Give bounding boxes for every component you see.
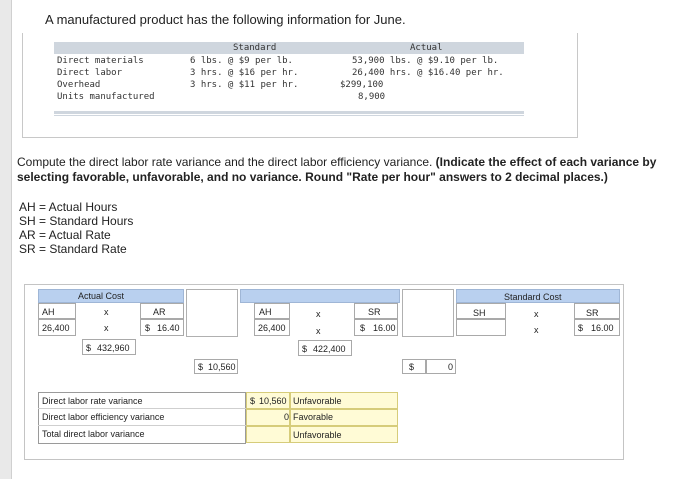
summary-value: 10,560 <box>259 396 287 406</box>
legend-sr: SR = Standard Rate <box>19 242 127 256</box>
middle-header <box>240 289 400 303</box>
problem-header: A manufactured product has the following information for June. <box>45 12 406 27</box>
summary-effect: Unfavorable <box>293 430 342 440</box>
summary-currency: $ <box>250 396 256 406</box>
question-text <box>17 155 700 185</box>
sr-value: 16.00 <box>373 323 396 333</box>
ar-label: AR <box>153 307 166 317</box>
summary-label: Total direct labor variance <box>42 429 145 439</box>
times-sign: x <box>316 326 321 336</box>
info-row-actual: 53,900 lbs. @ $9.10 per lb. <box>352 56 499 66</box>
info-row-label: Direct materials <box>57 56 144 66</box>
sr-label: SR <box>586 308 599 318</box>
ah-value: 26,400 <box>258 323 286 333</box>
question-bold: (Indicate the effect of each variance by selecting favorable, unfavorable, and no variance. Round "Rate per hour" answers to 2 decimal places.) <box>17 155 657 184</box>
legend-ar: AR = Actual Rate <box>19 228 111 242</box>
rate-variance-value: 10,560 <box>208 362 236 372</box>
divider <box>38 408 246 409</box>
info-row-label: Units manufactured <box>57 92 155 102</box>
eff-variance-currency: $ <box>409 362 415 372</box>
info-col-standard: Standard <box>233 43 277 53</box>
rate-variance-currency: $ <box>198 362 204 372</box>
divider <box>38 425 246 426</box>
sh-input[interactable] <box>456 319 506 336</box>
sr-value: 16.00 <box>591 323 614 333</box>
summary-label: Direct labor rate variance <box>42 396 143 406</box>
total-variance-amount-input[interactable] <box>246 426 290 443</box>
info-row-actual: 8,900 <box>358 92 386 102</box>
actual-total-value: 432,960 <box>97 343 130 353</box>
info-row-label: Direct labor <box>57 68 123 78</box>
times-sign: x <box>534 309 539 319</box>
actual-total-currency: $ <box>86 343 92 353</box>
question-plain: Compute the direct labor rate variance and the direct labor efficiency variance. <box>17 155 436 169</box>
middle-total-currency: $ <box>302 344 308 354</box>
info-row-actual: $299,100 <box>340 80 384 90</box>
sh-label: SH <box>473 308 486 318</box>
standard-cost-title: Standard Cost <box>504 292 562 302</box>
times-sign: x <box>534 325 539 335</box>
ah-value: 26,400 <box>42 323 70 333</box>
sr-label: SR <box>368 307 381 317</box>
times-sign: x <box>104 323 109 333</box>
info-row-standard: 3 hrs. @ $16 per hr. <box>190 68 299 78</box>
eff-variance-value: 0 <box>448 362 454 372</box>
info-row-standard: 6 lbs. @ $9 per lb. <box>190 56 293 66</box>
times-sign: x <box>104 307 109 317</box>
sr-currency: $ <box>578 323 584 333</box>
info-header-bar <box>54 42 524 54</box>
sr-currency: $ <box>360 323 366 333</box>
summary-value: 0 <box>284 412 290 422</box>
info-row-actual: 26,400 hrs. @ $16.40 per hr. <box>352 68 504 78</box>
info-footer-line <box>54 115 524 116</box>
actual-cost-title: Actual Cost <box>78 291 125 301</box>
rate-variance-box <box>186 289 238 337</box>
legend-sh: SH = Standard Hours <box>19 214 134 228</box>
info-row-standard: 3 hrs. @ $11 per hr. <box>190 80 299 90</box>
middle-total-value: 422,400 <box>313 344 346 354</box>
summary-label: Direct labor efficiency variance <box>42 412 165 422</box>
efficiency-variance-box <box>402 289 454 337</box>
ah-label: AH <box>42 307 55 317</box>
ah-label: AH <box>259 307 272 317</box>
info-footer-bar <box>54 111 524 114</box>
legend-ah: AH = Actual Hours <box>19 200 118 214</box>
ar-currency: $ <box>145 323 151 333</box>
info-row-label: Overhead <box>57 80 101 90</box>
summary-effect: Unfavorable <box>293 396 342 406</box>
info-col-actual: Actual <box>410 43 443 53</box>
summary-effect: Favorable <box>293 412 334 422</box>
times-sign: x <box>316 309 321 319</box>
ar-value: 16.40 <box>157 323 180 333</box>
